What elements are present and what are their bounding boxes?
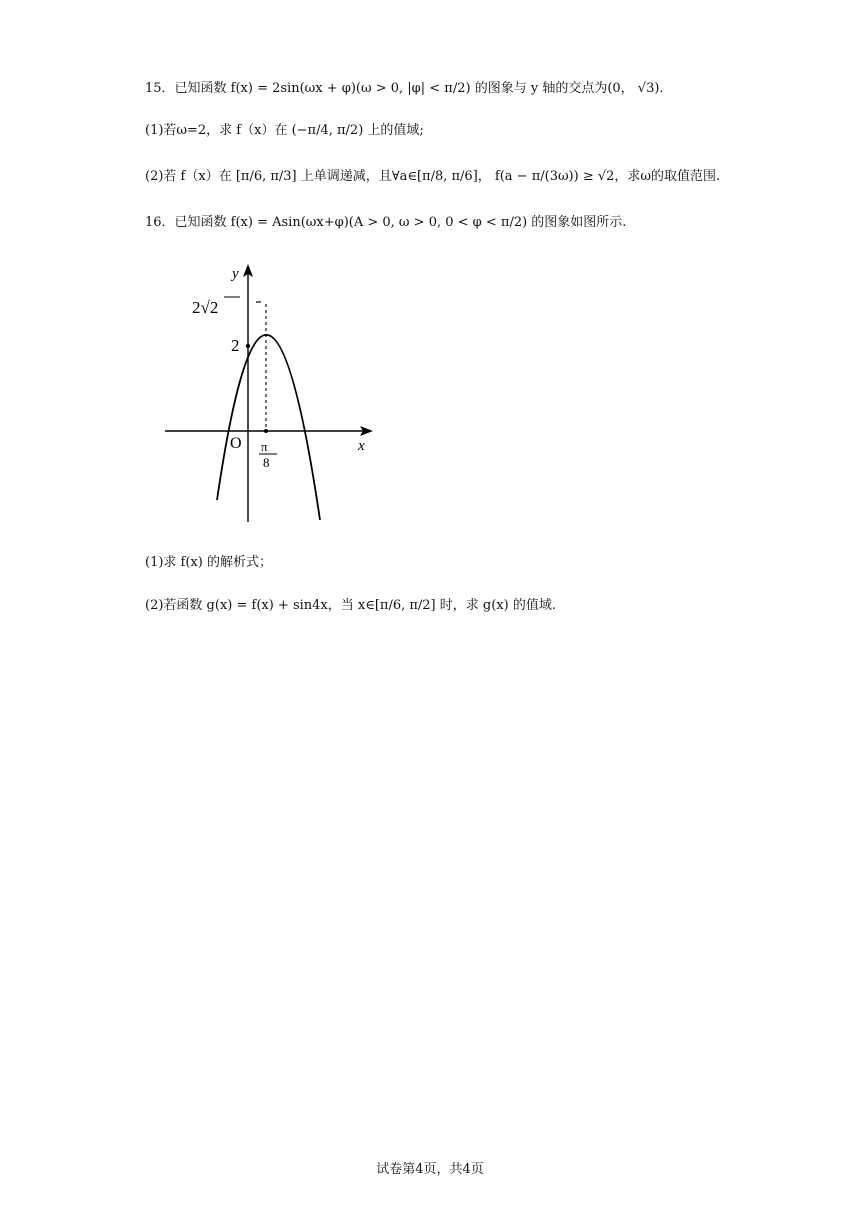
origin-label: O: [230, 435, 242, 452]
q16-part2: (2)若函数 g(x) = f(x) + sin4x，当 x∈[π/6, π/2] 时，求 g(x) 的值域.: [145, 598, 556, 613]
intercept-label: 2: [231, 336, 240, 355]
q15-part1: (1)若ω=2，求 f（x）在 (−π/4, π/2) 上的值域;: [145, 123, 424, 138]
q15-intro: 15．已知函数 f(x) = 2sin(ωx + φ)(ω > 0, |φ| < π/2) 的图象与 y 轴的交点为(0， √3)．: [145, 81, 673, 96]
x-tick-denominator: 8: [263, 455, 270, 470]
y-intercept-point: [246, 344, 250, 348]
x-tick-point: [264, 429, 268, 433]
x-axis-label: x: [358, 438, 365, 454]
function-graph: [160, 260, 390, 530]
x-tick-numerator: π: [261, 439, 268, 454]
max-value-label: 2√2: [192, 298, 219, 317]
y-axis-label: y: [232, 266, 239, 282]
page-footer: 试卷第4页，共4页: [376, 1162, 484, 1177]
q16-intro: 16．已知函数 f(x) = Asin(ωx+φ)(A > 0, ω > 0, 0 < φ < π/2) 的图象如图所示.: [145, 215, 627, 230]
q15-part2: (2)若 f（x）在 [π/6, π/3] 上单调递减，且∀a∈[π/8, π/6]， f(a − π/(3ω)) ≥ √2，求ω的取值范围.: [145, 169, 721, 184]
q16-part1: (1)求 f(x) 的解析式；: [145, 555, 272, 570]
sine-curve: [217, 335, 320, 520]
